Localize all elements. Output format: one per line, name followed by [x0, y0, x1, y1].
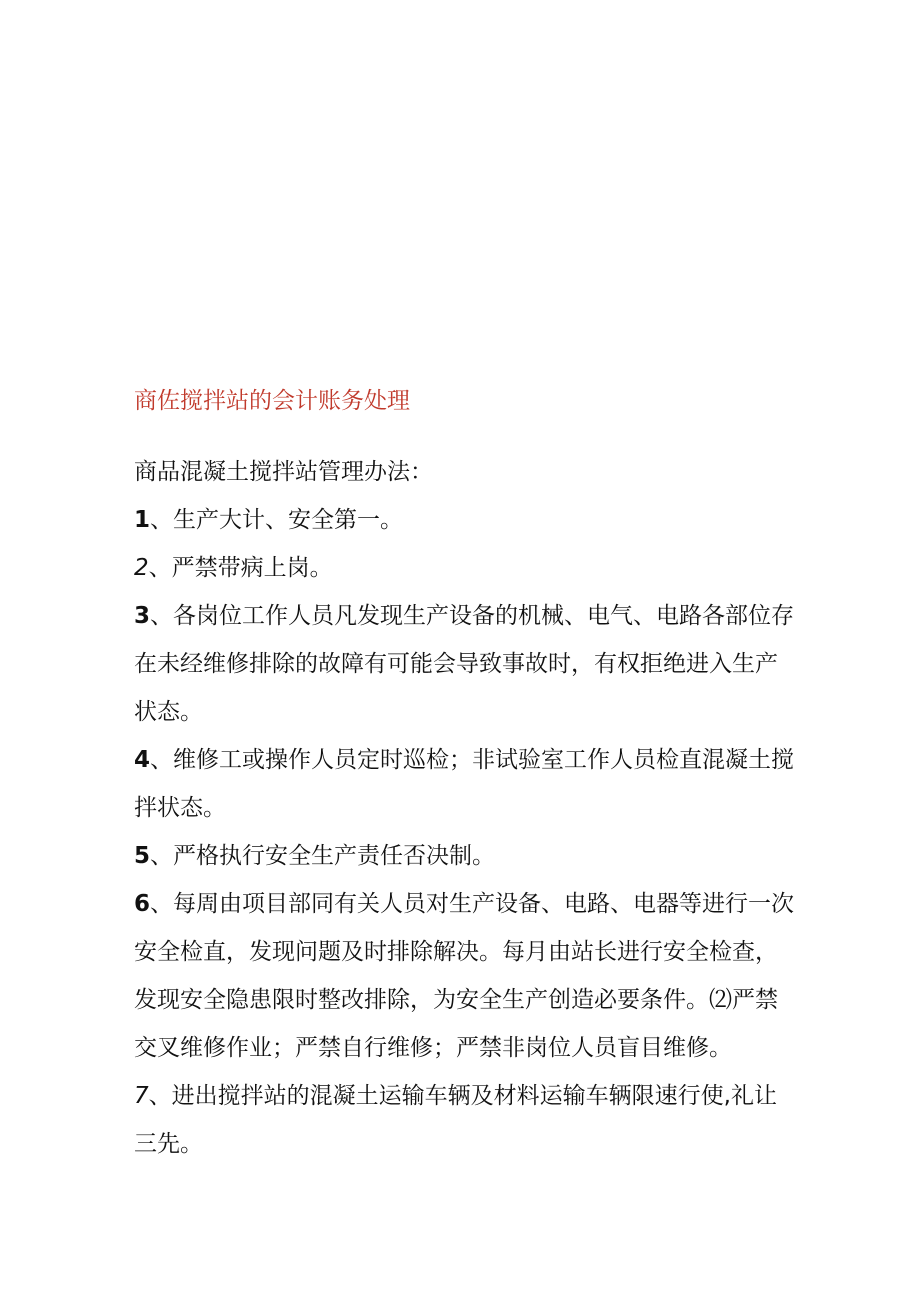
item-number: 6	[134, 891, 151, 917]
item-text: 、各岗位工作人员凡发现生产设备的机械、电气、电路各部位存在未经维修排除的故障有可能会导致事故时，有权拒绝进入生产状态。	[134, 603, 795, 725]
document-body	[134, 448, 794, 1168]
item-text: 、生产大计、安全第一。	[150, 507, 404, 533]
item-number: 5	[134, 843, 151, 869]
item-text: 、进出搅拌站的混凝土运输车辆及材料运输车辆限速行使,礼让三先。	[134, 1083, 777, 1157]
item-text: 、严禁带病上岗。	[148, 555, 333, 581]
document-title: 商佐搅拌站的会计账务处理	[134, 388, 410, 414]
item-number: 7	[134, 1083, 149, 1109]
item-number: 1	[134, 507, 151, 533]
item-text: 、每周由项目部同有关人员对生产设备、电路、电器等进行一次安全检直，发现问题及时排除解决。每月由站长进行安全检查，发现安全隐患限时整改排除，为安全生产创造必要条件。⑵严禁交叉维修作业；严禁自行维修；严禁非岗位人员盲目维修。	[134, 891, 795, 1061]
list-item	[134, 736, 794, 832]
item-number: 2	[134, 555, 149, 581]
list-item	[134, 592, 794, 736]
document-subtitle: 商品混凝土搅拌站管理办法：	[134, 459, 433, 485]
item-text: 、严格执行安全生产责任否决制。	[150, 843, 496, 869]
list-item	[134, 1072, 794, 1168]
item-number: 3	[134, 603, 151, 629]
list-item	[134, 496, 794, 544]
list-item	[134, 832, 794, 880]
list-item	[134, 880, 794, 1072]
list-item	[134, 544, 794, 592]
item-text: 、维修工或操作人员定时巡检；非试验室工作人员检直混凝土搅拌状态。	[134, 747, 795, 821]
item-number: 4	[134, 747, 151, 773]
